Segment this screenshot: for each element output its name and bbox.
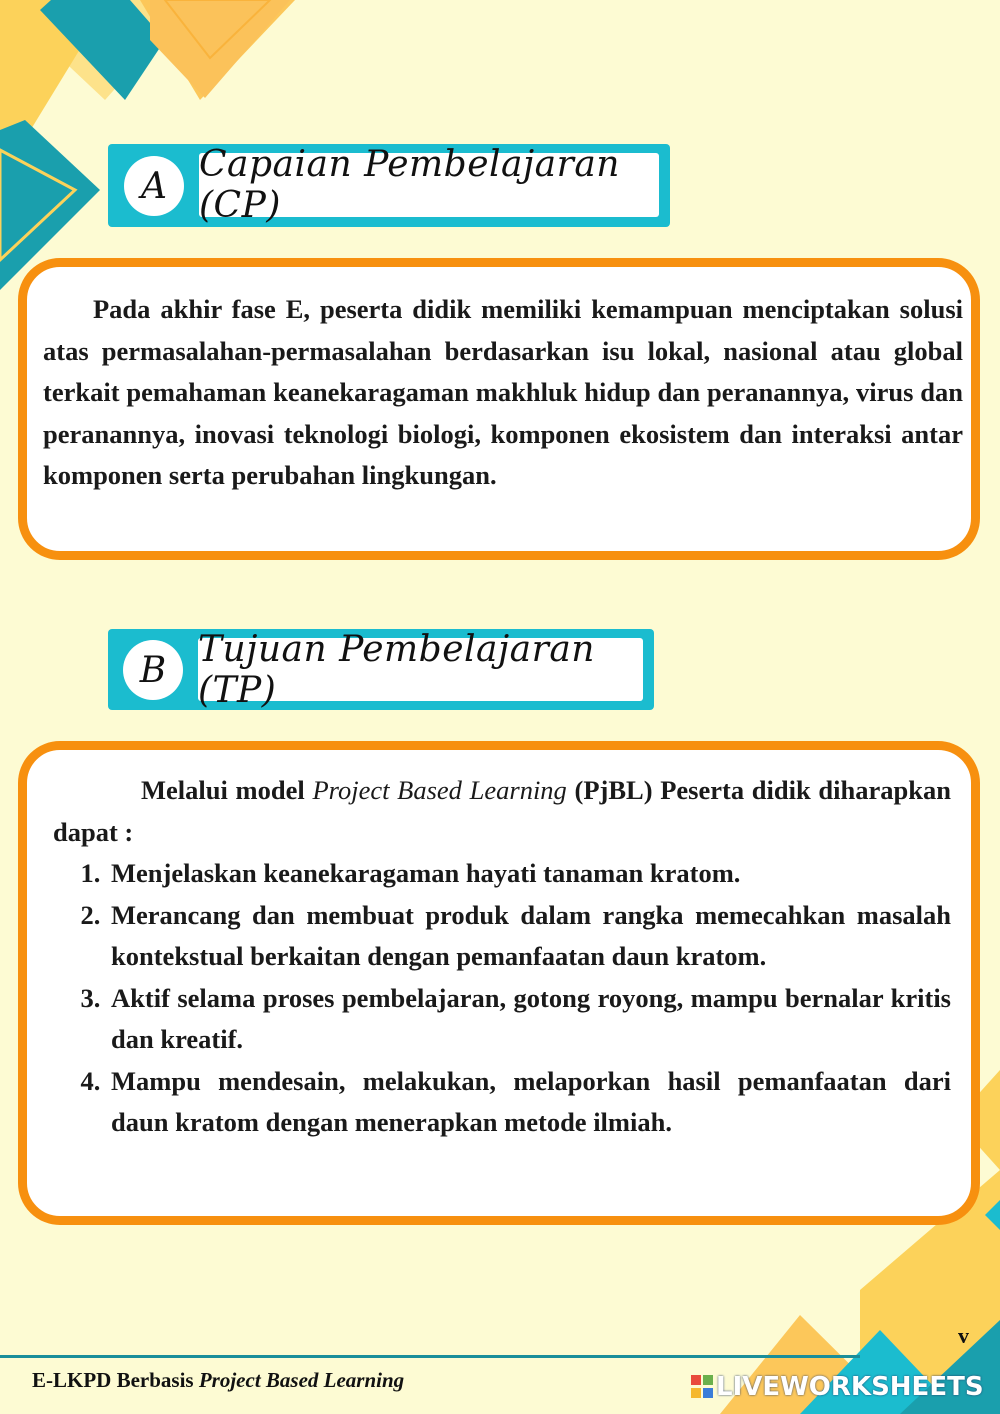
footer-divider (0, 1355, 860, 1358)
watermark-text: LIVEWORKSHEETS (716, 1372, 984, 1402)
footer-title (32, 1368, 404, 1393)
goals-list (53, 853, 951, 1144)
section-b-intro (53, 770, 951, 853)
section-a-card (18, 258, 980, 560)
section-b-intro-before: Melalui model (141, 775, 313, 805)
liveworksheets-logo-icon (690, 1374, 714, 1400)
section-b-intro-after: (PjBL) Peserta didik diharapkan dapat : (53, 775, 951, 847)
goal-item: 1. Menjelaskan keanekaragaman hayati tanaman kratom. (107, 853, 951, 895)
section-a-text: Pada akhir fase E, peserta didik memiliki kemampuan menciptakan solusi atas permasalahan-permasalahan berdasarkan isu lokal, nasional atau global terkait pemahaman keanekaragaman makhluk hidup dan peranannya, virus dan peranannya, inovasi teknologi biologi, komponen ekosistem dan interaksi antar komponen serta perubahan lingkungan. (43, 294, 963, 490)
goal-item: 4. Mampu mendesain, melakukan, melaporkan hasil pemanfaatan dari daun kratom dengan menerapkan metode ilmiah. (107, 1061, 951, 1144)
footer-text-italic: Project Based Learning (198, 1368, 405, 1392)
section-b-card (18, 741, 980, 1225)
footer-text-before: E-LKPD Berbasis (32, 1368, 199, 1392)
goal-item: 3. Aktif selama proses pembelajaran, gotong royong, mampu bernalar kritis dan kreatif. (107, 978, 951, 1061)
section-b-intro-italic: Project Based Learning (312, 775, 567, 805)
section-b-title: Tujuan Pembelajaran (TP) (198, 638, 643, 701)
page-number: v (958, 1323, 969, 1348)
section-a-title: Capaian Pembelajaran (CP) (199, 153, 659, 217)
section-a-letter: A (124, 156, 184, 216)
goal-item: 2. Merancang dan membuat produk dalam rangka memecahkan masalah kontekstual berkaitan dengan pemanfaatan daun kratom. (107, 895, 951, 978)
liveworksheets-watermark[interactable] (690, 1372, 984, 1402)
section-b-letter: B (123, 640, 183, 700)
